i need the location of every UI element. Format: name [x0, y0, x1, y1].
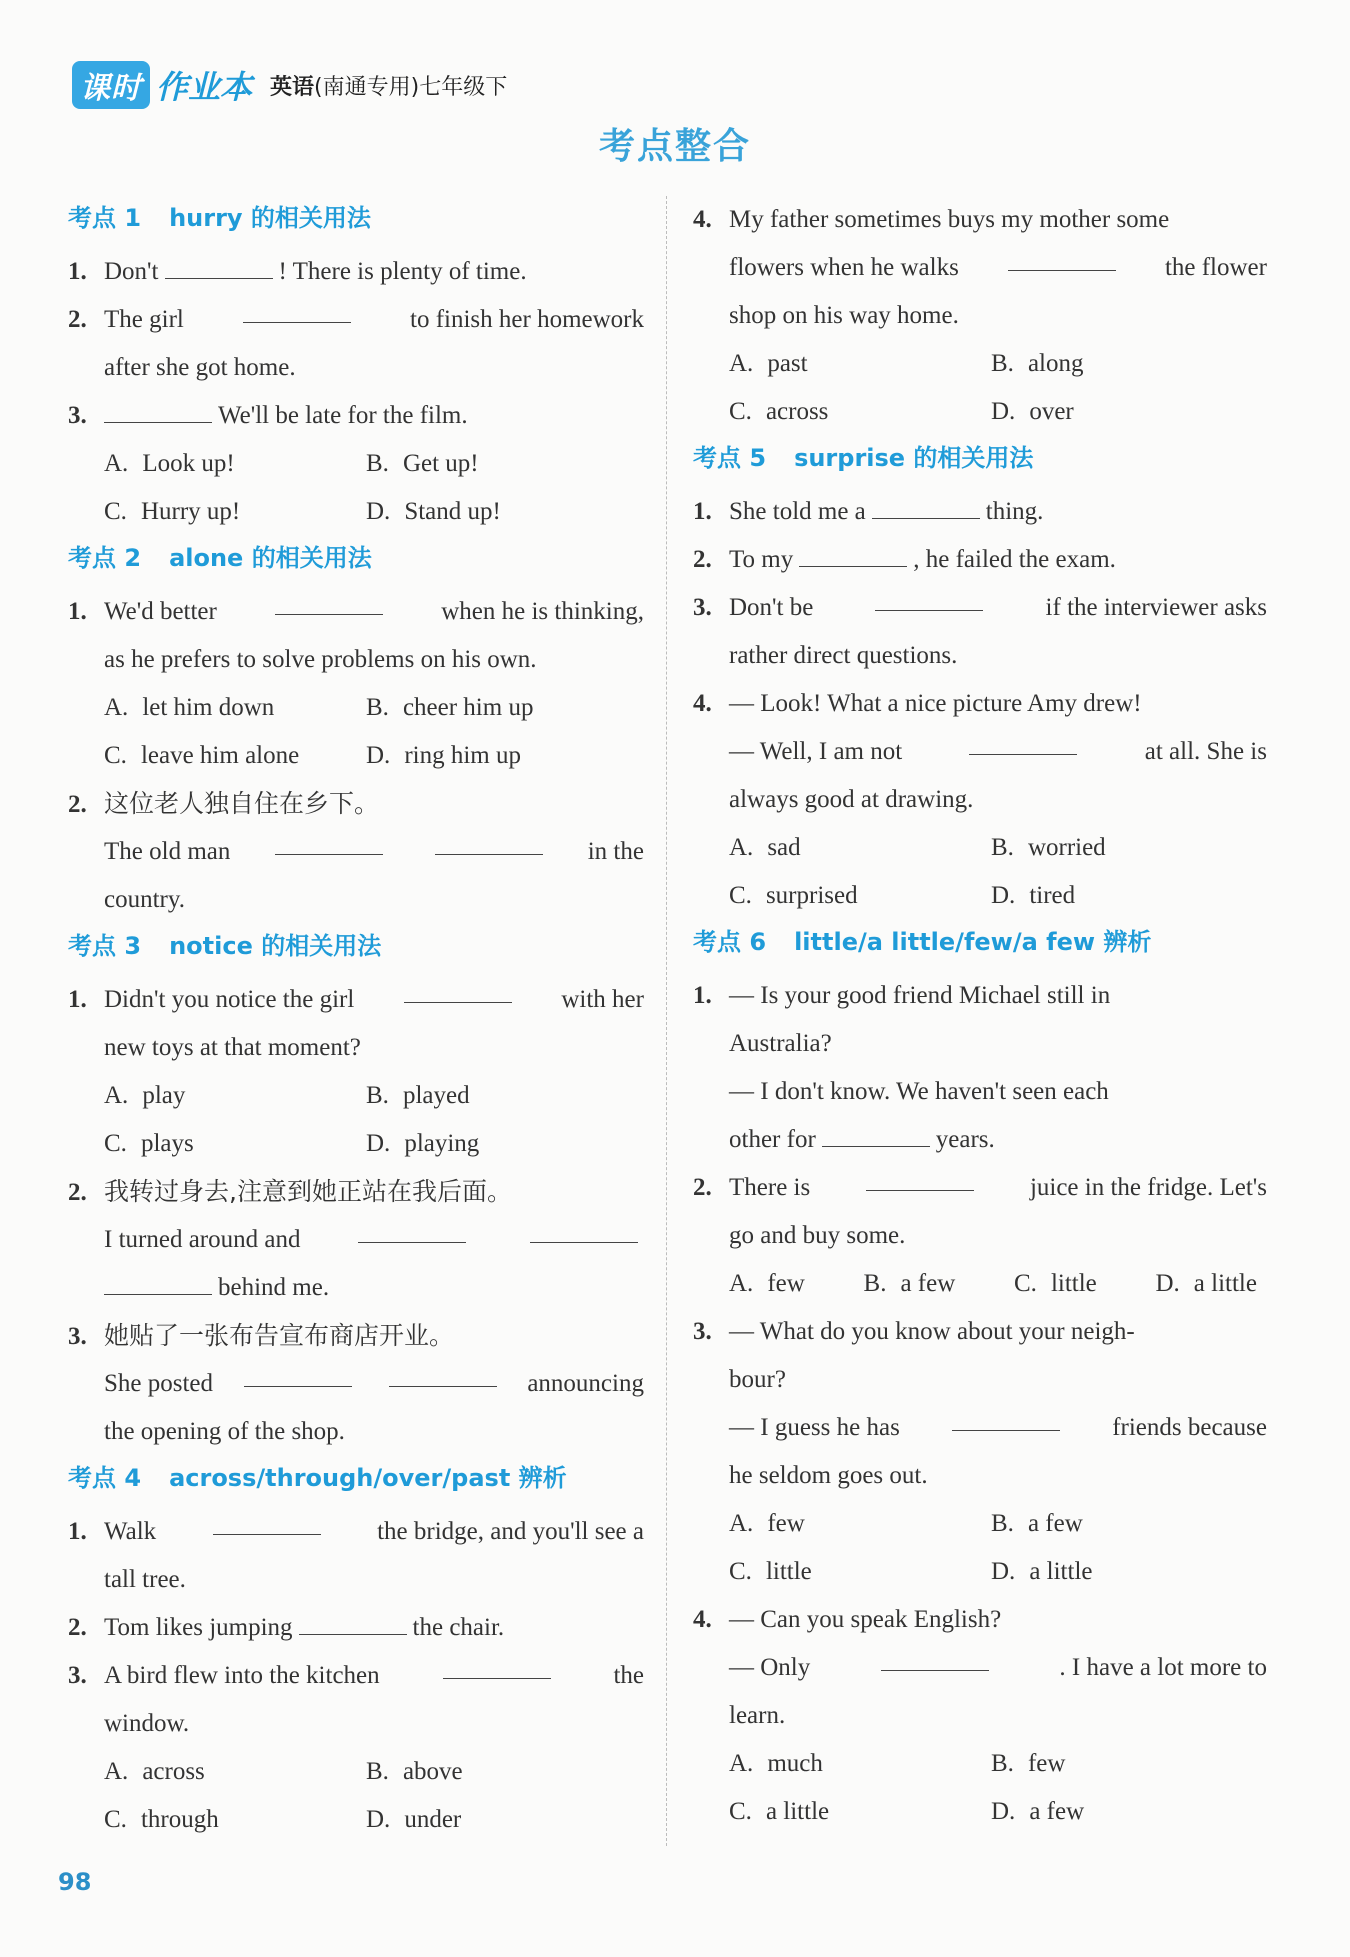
answer-blank[interactable] [866, 1164, 974, 1191]
option-letter: A. [104, 1758, 129, 1785]
option-text: past [767, 350, 808, 377]
answer-blank[interactable] [104, 1268, 212, 1295]
question [693, 536, 1267, 584]
answer-blank[interactable] [799, 540, 907, 567]
option-text: a little [1029, 1558, 1093, 1585]
question [693, 1308, 1267, 1356]
question-text: Didn't you notice the girl [104, 986, 355, 1013]
question-continuation [693, 1644, 1267, 1692]
question-continuation: shop on his way home. [729, 302, 959, 329]
question-number: 2. [68, 1614, 87, 1641]
answer-blank[interactable] [104, 396, 212, 423]
option-text: played [402, 1082, 470, 1109]
option-d[interactable] [991, 388, 1253, 436]
option-letter: A. [104, 1082, 129, 1109]
question-text: when he is thinking, [441, 598, 644, 625]
option-letter: C. [104, 498, 127, 525]
answer-blank[interactable] [435, 828, 543, 855]
options-row [693, 1260, 1267, 1308]
question-text: — What do you know about your neigh- [729, 1318, 1135, 1345]
question-text: the [613, 1662, 644, 1689]
option-letter: A. [729, 834, 754, 861]
question-text: Don't [104, 258, 159, 285]
option-c[interactable] [104, 1120, 366, 1168]
option-text: above [402, 1758, 463, 1785]
answer-blank[interactable] [952, 1404, 1060, 1431]
answer-blank[interactable] [358, 1216, 466, 1243]
answer-blank[interactable] [872, 492, 980, 519]
option-text: plays [140, 1130, 194, 1157]
question-text: There is [729, 1174, 811, 1201]
option-a[interactable] [729, 1500, 991, 1548]
question-text: announcing [527, 1370, 644, 1397]
section-keyword: across/through/over/past 辨析 [169, 1464, 567, 1492]
option-c[interactable] [104, 488, 366, 536]
question-number: 3. [693, 594, 712, 621]
section-keyword: alone 的相关用法 [169, 544, 372, 572]
question [68, 1604, 644, 1652]
option-letter: D. [366, 498, 391, 525]
options-row [693, 1500, 1267, 1548]
option-letter: C. [729, 398, 752, 425]
option-text: a few [1029, 1798, 1085, 1825]
options-row [68, 732, 644, 780]
section-4 [68, 1456, 644, 1844]
option-text: much [767, 1750, 823, 1777]
question-continuation: go and buy some. [729, 1222, 906, 1249]
option-text: few [767, 1510, 805, 1537]
options-row [693, 388, 1267, 436]
section-title [68, 924, 644, 968]
option-b[interactable] [366, 684, 628, 732]
question [68, 1508, 644, 1556]
answer-blank[interactable] [1008, 244, 1116, 271]
question-continuation: learn. [729, 1702, 786, 1729]
option-letter: A. [104, 450, 129, 477]
question [693, 680, 1267, 728]
answer-blank[interactable] [822, 1120, 930, 1147]
option-b[interactable] [991, 1500, 1253, 1548]
question-text: The girl [104, 306, 184, 333]
section-keyword: hurry 的相关用法 [169, 204, 371, 232]
option-d[interactable] [366, 488, 628, 536]
option-d[interactable] [991, 872, 1253, 920]
section-6 [693, 920, 1267, 1836]
option-letter: C. [729, 882, 752, 909]
question [693, 488, 1267, 536]
question [68, 296, 644, 344]
option-a[interactable] [104, 440, 366, 488]
option-letter: C. [104, 1130, 127, 1157]
option-c[interactable] [104, 732, 366, 780]
section-label: 考点 4 [68, 1464, 142, 1492]
option-text: play [142, 1082, 186, 1109]
option-d[interactable] [1155, 1260, 1256, 1308]
question-continuation: bour? [729, 1366, 786, 1393]
question-text: the flower [1164, 254, 1267, 281]
question-number: 1. [68, 986, 87, 1013]
left-column [68, 196, 644, 1844]
option-c[interactable] [729, 388, 991, 436]
answer-blank[interactable] [875, 584, 983, 611]
question-text: She posted [104, 1370, 214, 1397]
option-text: few [1027, 1750, 1066, 1777]
question-continuation: after she got home. [104, 354, 296, 381]
option-a[interactable] [104, 1072, 366, 1120]
option-a[interactable] [729, 1260, 805, 1308]
option-text: leave him alone [140, 742, 300, 769]
question-number: 1. [68, 1518, 87, 1545]
option-letter: A. [729, 1270, 754, 1297]
option-letter: B. [991, 350, 1014, 377]
option-letter: C. [729, 1798, 752, 1825]
question [68, 780, 644, 828]
question-number: 4. [693, 1606, 712, 1633]
question-text: Walk [104, 1518, 157, 1545]
section-label: 考点 1 [68, 204, 142, 232]
page-number: 98 [58, 1868, 92, 1896]
book-subtitle [270, 70, 507, 101]
option-letter: B. [366, 1082, 389, 1109]
section-4-continued [693, 196, 1267, 436]
question-number: 1. [693, 982, 712, 1009]
option-letter: A. [104, 694, 129, 721]
option-text: tired [1029, 882, 1076, 909]
option-a[interactable] [729, 1740, 991, 1788]
question-number: 3. [68, 1323, 87, 1350]
option-text: Get up! [402, 450, 479, 477]
question-text: behind me. [218, 1274, 330, 1301]
question-continuation [68, 1264, 644, 1312]
option-letter: D. [991, 882, 1016, 909]
question-text: if the interviewer asks [1045, 594, 1267, 621]
option-text: playing [404, 1130, 480, 1157]
option-letter: B. [991, 1750, 1014, 1777]
question-text: — Is your good friend Michael still in [729, 982, 1111, 1009]
question-number: 3. [68, 1662, 87, 1689]
option-letter: D. [366, 1806, 391, 1833]
question-continuation [68, 1360, 644, 1408]
option-text: little [765, 1558, 812, 1585]
answer-blank[interactable] [881, 1644, 989, 1671]
header [72, 60, 507, 110]
option-c[interactable] [729, 1548, 991, 1596]
question [68, 1652, 644, 1700]
option-b[interactable] [991, 1740, 1253, 1788]
option-c[interactable] [729, 872, 991, 920]
option-d[interactable] [366, 1796, 628, 1844]
answer-blank[interactable] [244, 1360, 352, 1387]
question [68, 1312, 644, 1360]
question-text: — Look! What a nice picture Amy drew! [729, 690, 1142, 717]
option-text: across [142, 1758, 205, 1785]
question-continuation: — I don't know. We haven't seen each [729, 1078, 1109, 1105]
question-continuation: rather direct questions. [729, 642, 958, 669]
question-text: She told me a [729, 498, 866, 525]
option-letter: D. [991, 398, 1016, 425]
option-text: little [1050, 1270, 1097, 1297]
option-a[interactable] [729, 824, 991, 872]
answer-blank[interactable] [165, 252, 273, 279]
option-c[interactable] [1014, 1260, 1097, 1308]
question-number: 2. [68, 791, 87, 818]
section-title [693, 920, 1267, 964]
option-text: over [1029, 398, 1074, 425]
question-continuation: tall tree. [104, 1566, 186, 1593]
chinese-prompt: 我转过身去,注意到她正站在我后面。 [104, 1177, 512, 1206]
question-text: — I guess he has [729, 1414, 900, 1441]
question-text: with her [561, 986, 644, 1013]
question-text: I turned around and [104, 1226, 301, 1253]
option-text: Stand up! [404, 498, 501, 525]
option-b[interactable] [366, 440, 628, 488]
option-a[interactable] [729, 340, 991, 388]
section-1 [68, 196, 644, 536]
chinese-prompt: 这位老人独自住在乡下。 [104, 789, 380, 818]
question-continuation: Australia? [729, 1030, 832, 1057]
answer-blank[interactable] [275, 588, 383, 615]
question-continuation [68, 828, 644, 876]
question [68, 588, 644, 636]
option-letter: B. [366, 694, 389, 721]
question-text: to finish her homework [410, 306, 644, 333]
option-c[interactable] [729, 1788, 991, 1836]
section-2 [68, 536, 644, 924]
option-text: a little [1193, 1270, 1257, 1297]
option-text: few [767, 1270, 805, 1297]
grade-info: (南通专用)七年级下 [314, 74, 508, 100]
question [693, 584, 1267, 632]
option-text: surprised [765, 882, 858, 909]
options-row [693, 1740, 1267, 1788]
option-text: cheer him up [402, 694, 534, 721]
logo: 课时 [72, 61, 150, 109]
option-letter: D. [991, 1798, 1016, 1825]
option-text: let him down [142, 694, 275, 721]
question-continuation: as he prefers to solve problems on his own. [104, 646, 537, 673]
question [68, 1168, 644, 1216]
options-row [693, 872, 1267, 920]
question-number: 3. [693, 1318, 712, 1345]
option-text: Look up! [142, 450, 235, 477]
question [693, 972, 1267, 1020]
chinese-prompt: 她贴了一张布告宣布商店开业。 [104, 1321, 455, 1350]
answer-blank[interactable] [275, 828, 383, 855]
section-label: 考点 5 [693, 444, 767, 472]
question-continuation [693, 728, 1267, 776]
question-number: 2. [68, 306, 87, 333]
option-letter: A. [729, 1750, 754, 1777]
option-letter: A. [729, 1510, 754, 1537]
question-text: My father sometimes buys my mother some [729, 206, 1170, 233]
question-text: The old man [104, 838, 231, 865]
option-letter: D. [366, 742, 391, 769]
question-text: Tom likes jumping [104, 1614, 293, 1641]
question-text: the chair. [412, 1614, 505, 1641]
option-a[interactable] [104, 1748, 366, 1796]
question-continuation: he seldom goes out. [729, 1462, 928, 1489]
question-text: thing. [985, 498, 1044, 525]
option-b[interactable] [366, 1072, 628, 1120]
options-row [693, 340, 1267, 388]
question [68, 976, 644, 1024]
options-row [68, 684, 644, 732]
question-text: the bridge, and you'll see a [377, 1518, 644, 1545]
question-text: years. [935, 1126, 995, 1153]
question-text: friends because [1112, 1414, 1267, 1441]
section-keyword: little/a little/few/a few 辨析 [794, 928, 1152, 956]
question-text: We'll be late for the film. [218, 402, 468, 429]
option-c[interactable] [104, 1796, 366, 1844]
options-row [68, 1748, 644, 1796]
question-text: To my [729, 546, 794, 573]
section-keyword: surprise 的相关用法 [794, 444, 1034, 472]
option-text: Hurry up! [140, 498, 241, 525]
section-3 [68, 924, 644, 1456]
option-letter: C. [104, 1806, 127, 1833]
question-continuation [693, 244, 1267, 292]
option-text: sad [767, 834, 801, 861]
question-text: — Can you speak English? [729, 1606, 1002, 1633]
answer-blank[interactable] [243, 296, 351, 323]
option-text: a little [765, 1798, 830, 1825]
question-continuation [693, 1116, 1267, 1164]
options-row [68, 1796, 644, 1844]
option-letter: C. [104, 742, 127, 769]
option-a[interactable] [104, 684, 366, 732]
question-number: 3. [68, 402, 87, 429]
question-text: — Well, I am not [729, 738, 903, 765]
option-text: a few [900, 1270, 956, 1297]
section-keyword: notice 的相关用法 [169, 932, 382, 960]
option-letter: C. [729, 1558, 752, 1585]
option-d[interactable] [991, 1788, 1253, 1836]
options-row [68, 488, 644, 536]
answer-blank[interactable] [530, 1216, 638, 1243]
question-number: 2. [68, 1179, 87, 1206]
answer-blank[interactable] [213, 1508, 321, 1535]
question-text: — Only [729, 1654, 811, 1681]
option-text: ring him up [404, 742, 521, 769]
section-title [693, 436, 1267, 480]
answer-blank[interactable] [969, 728, 1077, 755]
answer-blank[interactable] [443, 1652, 551, 1679]
question-text: flowers when he walks [729, 254, 959, 281]
section-label: 考点 6 [693, 928, 767, 956]
option-b[interactable] [991, 340, 1253, 388]
answer-blank[interactable] [299, 1608, 407, 1635]
question-text: ! There is plenty of time. [278, 258, 527, 285]
subject: 英语 [270, 74, 315, 100]
page-title: 考点整合 [598, 126, 751, 167]
option-letter: C. [1014, 1270, 1037, 1297]
question-continuation [68, 1216, 644, 1264]
question [68, 248, 644, 296]
option-d[interactable] [366, 1120, 628, 1168]
options-row [68, 440, 644, 488]
section-label: 考点 3 [68, 932, 142, 960]
option-text: across [765, 398, 829, 425]
question [693, 1164, 1267, 1212]
options-row [693, 1788, 1267, 1836]
section-5 [693, 436, 1267, 920]
option-letter: B. [991, 834, 1014, 861]
question-number: 2. [693, 1174, 712, 1201]
question-text: . I have a lot more to [1059, 1654, 1267, 1681]
option-letter: B. [366, 450, 389, 477]
option-d[interactable] [991, 1548, 1253, 1596]
answer-blank[interactable] [404, 976, 512, 1003]
question-text: Don't be [729, 594, 814, 621]
option-letter: D. [1155, 1270, 1180, 1297]
section-title [68, 536, 644, 580]
options-row [68, 1072, 644, 1120]
option-letter: A. [729, 350, 754, 377]
option-letter: D. [366, 1130, 391, 1157]
option-text: worried [1027, 834, 1106, 861]
question [693, 1596, 1267, 1644]
question-continuation: the opening of the shop. [104, 1418, 345, 1445]
question-number: 2. [693, 546, 712, 573]
question-continuation: window. [104, 1710, 190, 1737]
option-b[interactable] [991, 824, 1253, 872]
question-number: 4. [693, 690, 712, 717]
option-text: along [1027, 350, 1084, 377]
option-d[interactable] [366, 732, 628, 780]
question-text: in the [587, 838, 644, 865]
options-row [693, 824, 1267, 872]
option-letter: B. [366, 1758, 389, 1785]
option-letter: B. [863, 1270, 887, 1297]
brand-name: 作业本 [156, 68, 253, 106]
question [693, 196, 1267, 244]
option-text: a few [1027, 1510, 1083, 1537]
question-text: A bird flew into the kitchen [104, 1662, 380, 1689]
section-title [68, 196, 644, 240]
right-column [693, 196, 1267, 1836]
question-number: 1. [68, 598, 87, 625]
option-letter: D. [991, 1558, 1016, 1585]
question-text: other for [729, 1126, 816, 1153]
question-continuation: always good at drawing. [729, 786, 974, 813]
options-row [693, 1548, 1267, 1596]
option-letter: B. [991, 1510, 1014, 1537]
option-text: through [140, 1806, 219, 1833]
option-b[interactable] [366, 1748, 628, 1796]
question-number: 1. [68, 258, 87, 285]
question-number: 4. [693, 206, 712, 233]
question-text: , he failed the exam. [913, 546, 1116, 573]
section-title [68, 1456, 644, 1500]
question-continuation: new toys at that moment? [104, 1034, 361, 1061]
question-text: at all. She is [1144, 738, 1267, 765]
question-continuation [693, 1404, 1267, 1452]
question-number: 1. [693, 498, 712, 525]
answer-blank[interactable] [389, 1360, 497, 1387]
question [68, 392, 644, 440]
section-label: 考点 2 [68, 544, 142, 572]
question-text: juice in the fridge. Let's [1029, 1174, 1267, 1201]
column-divider [666, 196, 667, 1846]
question-text: We'd better [104, 598, 217, 625]
option-text: under [404, 1806, 462, 1833]
options-row [68, 1120, 644, 1168]
question-continuation: country. [104, 886, 185, 913]
option-b[interactable] [864, 1260, 956, 1308]
